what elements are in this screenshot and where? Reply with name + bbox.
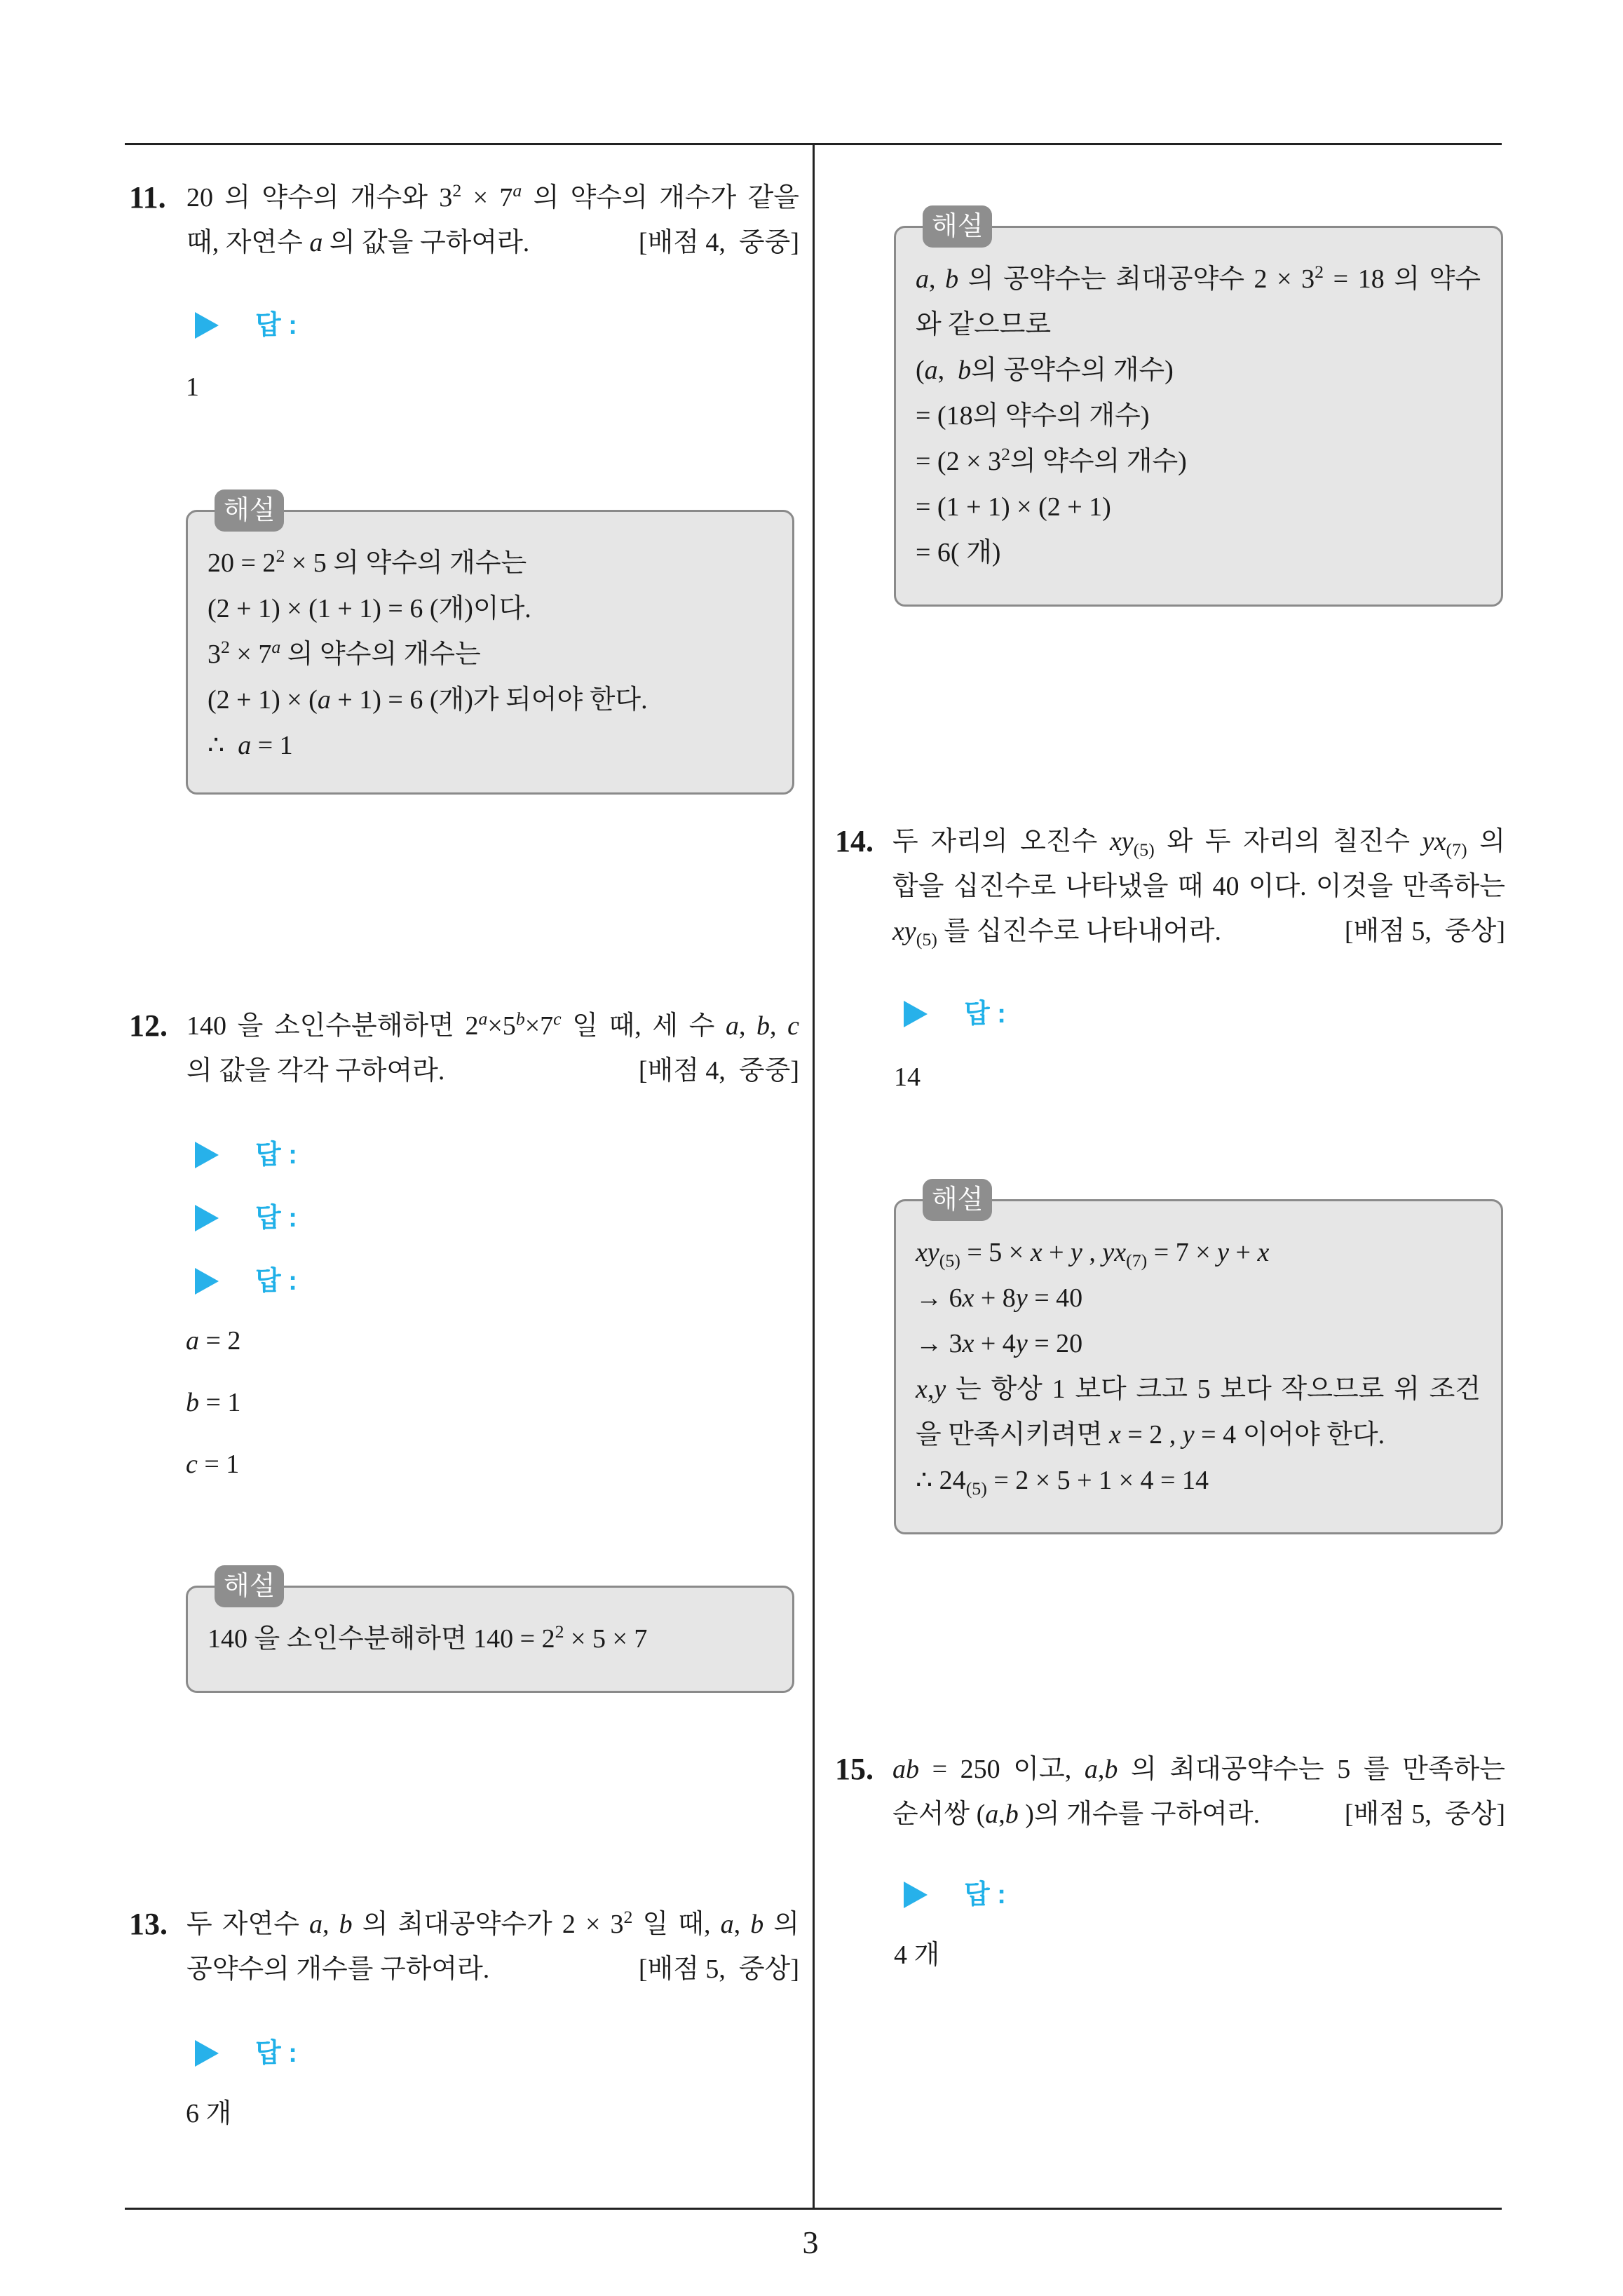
text-run: 때, 자연수 (186, 228, 310, 257)
page-number: 3 (802, 2224, 819, 2260)
play-triangle-icon (195, 312, 219, 339)
question-text (186, 1947, 489, 1992)
math-variable: xy (1109, 827, 1134, 856)
text-run: 의 공약수는 최대공약수 2 × 3 (958, 264, 1315, 294)
math-variable: y (934, 1375, 946, 1404)
answer-label: 답 : (964, 999, 1006, 1029)
text-run: 20 = 2 (208, 548, 276, 578)
math-variable: a (1084, 1755, 1098, 1784)
math-variable: y (1071, 1238, 1082, 1267)
superscript-variable: a (478, 1008, 488, 1029)
text-run: ∴ 24 (916, 1466, 966, 1495)
answer-value (894, 1933, 939, 1978)
play-triangle-icon (195, 1142, 219, 1168)
subscript: (5) (1133, 839, 1155, 860)
question-text (892, 909, 1221, 954)
text-run: = 250 이고, (919, 1755, 1085, 1784)
text-run: + (1042, 1238, 1071, 1267)
text-run: (2 + 1) × (1 + 1) = 6 (개)이다. (208, 594, 531, 623)
score-label: [배점 5, 중상] (638, 1954, 799, 1984)
text-run: ( (916, 356, 925, 385)
text-run: 두 자연수 (186, 1910, 310, 1939)
play-triangle-icon (904, 1882, 928, 1908)
text-run: )의 개수를 구하여라. (1018, 1799, 1261, 1829)
text-run: 는 항상 1 보다 크고 5 보다 작으므로 위 조건 (946, 1375, 1481, 1404)
explanation-line (916, 1230, 1481, 1276)
superscript: 2 (452, 180, 462, 201)
text-run: 의 (763, 1910, 800, 1939)
text-run: 의 공약수의 개수) (971, 356, 1174, 385)
text-run: = 4 이어야 한다. (1194, 1420, 1385, 1450)
math-variable: c (186, 1450, 198, 1479)
text-run: = 40 (1027, 1283, 1083, 1313)
question-line-with-score (892, 1792, 1505, 1837)
explanation-line (916, 485, 1481, 530)
question-text (186, 1048, 444, 1093)
answer-row (195, 2031, 349, 2076)
text-run: , (998, 1799, 1005, 1829)
text-run: ×5 (487, 1011, 516, 1041)
problem-11-question (129, 175, 800, 265)
question-line (186, 175, 799, 220)
text-run: + 8 (974, 1283, 1016, 1313)
math-variable: y (1217, 1238, 1230, 1267)
problem-number: 15. (835, 1752, 874, 1786)
answer-row (195, 1259, 349, 1304)
math-variable: x (916, 1375, 928, 1404)
text-run: , (770, 1011, 788, 1041)
explanation-line (916, 393, 1481, 439)
footer-rule (125, 2208, 1502, 2210)
text-run: 의 값을 구하여라. (322, 228, 530, 257)
play-triangle-icon (904, 1001, 928, 1027)
subscript: (5) (965, 1478, 987, 1499)
subscript: (5) (939, 1250, 960, 1271)
math-variable: xy (916, 1238, 939, 1267)
answer-label: 답 : (255, 1140, 297, 1170)
math-variable: y (1015, 1329, 1028, 1358)
explanation-line (916, 1321, 1481, 1367)
math-variable: b (958, 356, 972, 385)
subscript: (7) (1126, 1250, 1148, 1271)
math-variable: b (756, 1011, 770, 1041)
answer-label: 답 : (964, 1880, 1006, 1910)
text-run: → 6 (916, 1283, 963, 1313)
superscript: 2 (555, 1621, 564, 1642)
text-run: ∴ (208, 731, 238, 760)
text-run: 의 약수의 개수는 (280, 640, 481, 669)
text-run: , (1082, 1238, 1103, 1267)
text-run: ×7 (524, 1011, 554, 1041)
text-run: 순서쌍 ( (892, 1799, 986, 1829)
explanation-tag: 해설 (923, 205, 992, 248)
explanation-box (894, 212, 1503, 607)
text-run: 일 때, (632, 1910, 721, 1939)
text-run: → 3 (916, 1329, 963, 1358)
superscript-variable: a (512, 180, 522, 201)
text-run: , (1097, 1755, 1105, 1784)
math-variable: y (1182, 1420, 1195, 1450)
text-run: 와 같으므로 (916, 310, 1052, 339)
question-line (892, 819, 1505, 864)
text-run: = (18의 약수의 개수) (916, 401, 1150, 431)
math-variable: x (962, 1329, 975, 1358)
math-variable: yx (1422, 827, 1446, 856)
explanation-body (208, 541, 773, 769)
math-variable: a (317, 685, 331, 715)
text-run: 140 을 소인수분해하면 140 = 2 (208, 1624, 555, 1654)
text-run: 를 십진수로 나타내어라. (937, 917, 1221, 946)
problem-12-question (129, 1004, 800, 1093)
text-run: = (2 × 3 (916, 447, 1002, 476)
explanation-line (916, 530, 1481, 576)
explanation-body (916, 1230, 1481, 1504)
text-run: 와 두 자리의 칠진수 (1154, 827, 1422, 856)
subscript: (5) (916, 928, 937, 950)
score-label: [배점 4, 중중] (638, 1056, 799, 1086)
superscript-variable: a (271, 636, 281, 657)
math-variable: b (945, 264, 959, 294)
column-divider (813, 144, 815, 2209)
text-run: + (1229, 1238, 1258, 1267)
superscript-variable: b (515, 1008, 525, 1029)
text-run: 의 값을 각각 구하여라. (186, 1056, 445, 1086)
problem-number: 12. (129, 1008, 168, 1043)
text-run: 합을 십진수로 나타냈을 때 40 이다. 이것을 만족하는 (892, 872, 1505, 901)
play-triangle-icon (195, 2040, 219, 2067)
text-run: 4 개 (894, 1940, 940, 1970)
problem-13-question (129, 1902, 800, 1992)
text-run: = 1 (251, 731, 293, 760)
explanation-line (208, 677, 773, 723)
explanation-line (208, 632, 773, 677)
answer-label: 답 : (255, 1267, 297, 1296)
text-run: = 2 (199, 1326, 241, 1356)
answer-label: 답 : (255, 2039, 297, 2068)
question-line-with-score (186, 220, 799, 265)
text-run: = 18 의 약수 (1324, 264, 1481, 294)
text-run: 의 약수의 개수가 같을 (522, 183, 799, 212)
text-run: = 5 × (960, 1238, 1031, 1267)
text-run: = 2 , (1120, 1420, 1183, 1450)
explanation-line (916, 257, 1481, 302)
text-run: 의 (1467, 827, 1505, 856)
text-run: 공약수의 개수를 구하여라. (186, 1954, 490, 1984)
answer-value (894, 1055, 921, 1100)
question-line (892, 864, 1505, 909)
text-run: 의 최대공약수는 5 를 만족하는 (1118, 1755, 1505, 1784)
answer-row (195, 1196, 349, 1241)
text-run: = 2 × 5 + 1 × 4 = 14 (986, 1466, 1209, 1495)
math-variable: b (1104, 1755, 1118, 1784)
answer-label: 답 : (255, 1203, 297, 1233)
math-variable: a (725, 1011, 739, 1041)
math-variable: a (924, 356, 938, 385)
score-label: [배점 4, 중중] (638, 228, 799, 257)
math-variable: ab (892, 1755, 919, 1784)
explanation-line (916, 348, 1481, 393)
answer-value (186, 1442, 239, 1487)
superscript: 2 (221, 636, 230, 657)
explanation-line (916, 1367, 1481, 1412)
math-variable: a (238, 731, 252, 760)
subscript: (7) (1446, 839, 1467, 860)
explanation-line (916, 1412, 1481, 1458)
play-triangle-icon (195, 1268, 219, 1295)
text-run: 의 약수의 개수) (1010, 447, 1187, 476)
superscript: 2 (1001, 443, 1010, 464)
problem-number: 13. (129, 1907, 168, 1941)
math-variable: y (1015, 1283, 1028, 1313)
explanation-line (916, 302, 1481, 348)
question-line-with-score (892, 909, 1505, 954)
math-variable: a (309, 228, 323, 257)
answer-value (186, 1318, 240, 1363)
text-run: 을 만족시키려면 (916, 1420, 1109, 1450)
problem-number: 14. (835, 824, 874, 858)
answer-value (186, 1380, 240, 1425)
answer-row (904, 992, 1058, 1036)
superscript-variable: c (553, 1008, 562, 1029)
text-run: × 7 (229, 640, 272, 669)
explanation-body (208, 1616, 773, 1662)
play-triangle-icon (195, 1205, 219, 1231)
math-variable: b (339, 1910, 353, 1939)
question-line (892, 1747, 1505, 1792)
math-variable: a (309, 1910, 323, 1939)
math-variable: c (787, 1011, 799, 1041)
math-variable: b (1005, 1799, 1019, 1829)
text-run: = 20 (1027, 1329, 1083, 1358)
math-variable: a (720, 1910, 734, 1939)
text-run: = (1 + 1) × (2 + 1) (916, 492, 1111, 522)
text-run: + 4 (974, 1329, 1016, 1358)
question-line-with-score (186, 1947, 799, 1992)
text-run: 14 (894, 1062, 921, 1092)
text-run: 의 최대공약수가 2 × 3 (352, 1910, 624, 1939)
explanation-box (186, 1572, 794, 1693)
explanation-line (916, 439, 1481, 485)
text-run: 3 (208, 640, 221, 669)
explanation-line (916, 1458, 1481, 1504)
math-variable: x (1030, 1238, 1043, 1267)
explanation-tag: 해설 (923, 1179, 992, 1221)
math-variable: x (1257, 1238, 1270, 1267)
text-run: 일 때, 세 수 (561, 1011, 726, 1041)
problem-number: 11. (129, 180, 166, 215)
text-run: = 1 (197, 1450, 240, 1479)
math-variable: a (186, 1326, 199, 1356)
text-run: 두 자리의 오진수 (892, 827, 1110, 856)
answer-value (186, 365, 199, 410)
explanation-line (208, 723, 773, 769)
text-run: = 1 (199, 1388, 241, 1417)
explanation-line (916, 1276, 1481, 1321)
text-run: , (937, 356, 958, 385)
explanation-line (208, 586, 773, 632)
text-run: , (927, 1375, 935, 1404)
score-label: [배점 5, 중상] (1344, 1799, 1505, 1829)
math-variable: x (1108, 1420, 1121, 1450)
answer-value (186, 2091, 231, 2136)
text-run: 20 의 약수의 개수와 3 (186, 183, 453, 212)
question-line (186, 1902, 799, 1947)
answer-label: 답 : (255, 311, 297, 340)
math-variable: a (916, 264, 929, 294)
superscript: 2 (623, 1906, 633, 1927)
explanation-line (208, 541, 773, 586)
problem-15-question (835, 1747, 1506, 1837)
score-label: [배점 5, 중상] (1344, 917, 1505, 946)
text-run: = 6( 개) (916, 538, 1001, 567)
text-run: × 5 × 7 (564, 1624, 648, 1654)
question-text (186, 220, 529, 265)
text-run: 6 개 (186, 2099, 232, 2128)
explanation-tag: 해설 (215, 1565, 284, 1607)
text-run: 1 (186, 372, 199, 402)
answer-row (195, 303, 349, 348)
math-variable: x (962, 1283, 975, 1313)
question-line-with-score (186, 1048, 799, 1093)
explanation-box (894, 1185, 1503, 1534)
math-variable: b (750, 1910, 764, 1939)
explanation-box (186, 496, 794, 795)
math-variable: a (985, 1799, 999, 1829)
superscript: 2 (1315, 261, 1324, 282)
text-run: , (929, 264, 946, 294)
explanation-tag: 해설 (215, 489, 284, 532)
math-variable: xy (892, 917, 916, 946)
text-run: × 7 (461, 183, 513, 212)
answer-row (904, 1872, 1058, 1917)
question-line (186, 1004, 799, 1048)
text-run: , (738, 1011, 757, 1041)
text-run: = 7 × (1147, 1238, 1218, 1267)
text-run: × 5 의 약수의 개수는 (285, 548, 527, 578)
text-run: 140 을 소인수분해하면 2 (186, 1011, 479, 1041)
math-variable: yx (1102, 1238, 1127, 1267)
text-run: (2 + 1) × ( (208, 685, 318, 715)
superscript: 2 (276, 545, 285, 566)
question-text (892, 1792, 1260, 1837)
explanation-body (916, 257, 1481, 576)
text-run: , (733, 1910, 751, 1939)
text-run: , (322, 1910, 339, 1939)
text-run: + 1) = 6 (개)가 되어야 한다. (330, 685, 648, 715)
problem-14-question (835, 819, 1506, 954)
explanation-line (208, 1616, 773, 1662)
math-variable: b (186, 1388, 199, 1417)
answer-row (195, 1133, 349, 1177)
